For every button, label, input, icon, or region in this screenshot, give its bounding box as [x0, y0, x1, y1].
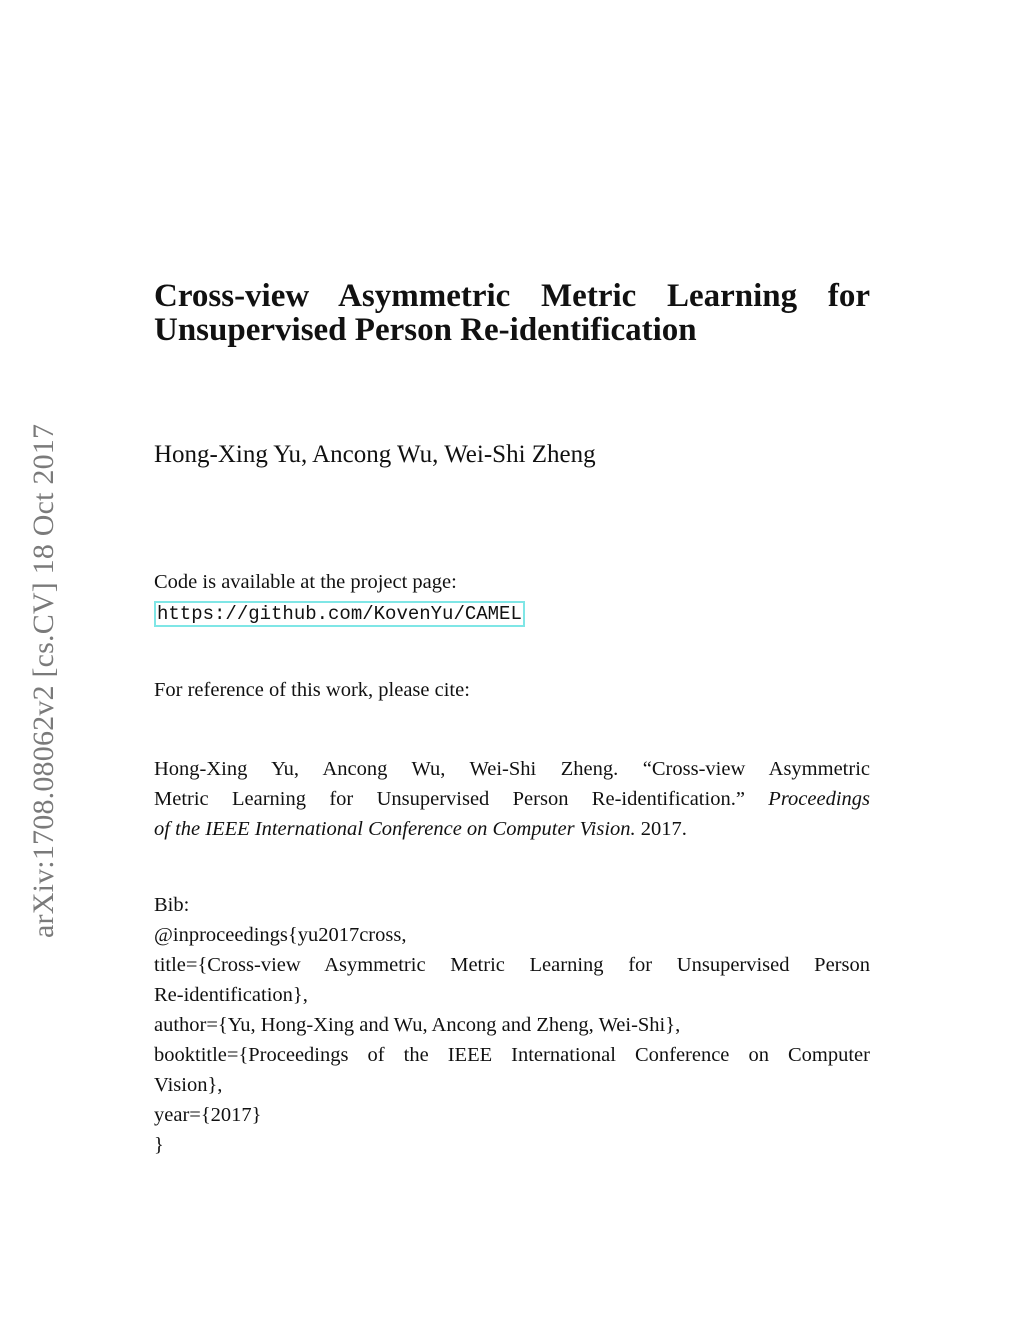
paper-title-line-2: Unsupervised Person Re-identification [154, 312, 697, 348]
bibtex-title-line-1: title={Cross-view Asymmetric Metric Learning for Unsupervised Person [154, 954, 870, 976]
citation-venue-text-end: of the IEEE International Conference on Computer Vision. [154, 818, 636, 840]
code-availability-text: Code is available at the project page: [154, 571, 457, 593]
bibtex-label: Bib: [154, 894, 190, 916]
paper-title-line-1: Cross-view Asymmetric Metric Learning for [154, 278, 870, 314]
citation-line-2 [154, 784, 870, 814]
bibtex-entry-close: } [154, 1134, 164, 1156]
arxiv-identifier-stamp: arXiv:1708.08062v2 [cs.CV] 18 Oct 2017 [27, 423, 60, 938]
citation-block [154, 754, 870, 844]
bibtex-block [154, 890, 870, 1160]
author-list: Hong-Xing Yu, Ancong Wu, Wei-Shi Zheng [154, 441, 596, 468]
citation-request-text: For reference of this work, please cite: [154, 679, 470, 701]
paper-title [154, 279, 870, 347]
bibtex-title-line-2: Re-identification}, [154, 984, 308, 1006]
citation-venue-text-start: Proceedings [768, 788, 871, 810]
bibtex-entry-open: @inproceedings{yu2017cross, [154, 924, 407, 946]
citation-line-3 [154, 814, 870, 844]
bibtex-year: year={2017} [154, 1104, 262, 1126]
citation-title-text: Metric Learning for Unsupervised Person Re-identification.” [154, 788, 745, 810]
project-page-link[interactable]: https://github.com/KovenYu/CAMEL [154, 601, 525, 627]
bibtex-author: author={Yu, Hong-Xing and Wu, Ancong and Zheng, Wei-Shi}, [154, 1014, 681, 1036]
citation-line-1: Hong-Xing Yu, Ancong Wu, Wei-Shi Zheng. “Cross-view Asymmetric [154, 758, 870, 780]
bibtex-booktitle-line-2: Vision}, [154, 1074, 223, 1096]
citation-year: 2017. [640, 818, 687, 840]
bibtex-booktitle-line-1: booktitle={Proceedings of the IEEE International Conference on Computer [154, 1044, 870, 1066]
